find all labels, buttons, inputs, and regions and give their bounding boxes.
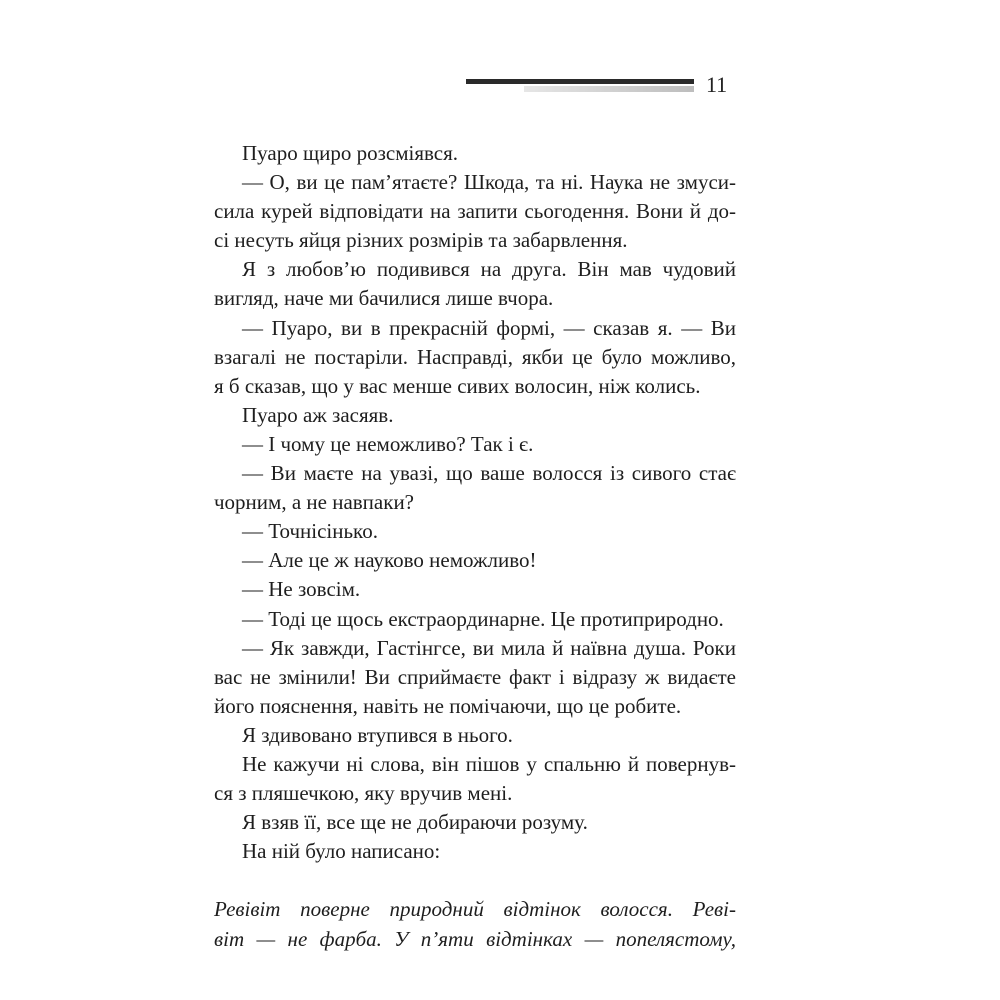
text-line: Я здивовано втупився в нього. — [242, 722, 513, 747]
page-number: 11 — [706, 72, 728, 97]
text-line: Не кажучи ні слова, він пішов у спальню й повернув- — [242, 751, 736, 776]
text-line: його пояснення, навіть не помічаючи, що це робите. — [214, 693, 682, 718]
header-rule-line — [466, 79, 694, 84]
italic-line: Ревівіт поверне природний відтінок волосся. Реві- — [214, 897, 736, 922]
text-line: сила курей відповідати на запити сьогодення. Вони й до- — [214, 199, 736, 224]
text-line: Я взяв її, все ще не добираючи розуму. — [242, 810, 588, 835]
text-line: — Тоді це щось екстраординарне. Це протиприродно. — [242, 606, 724, 631]
text-line: вас не змінили! Ви сприймаєте факт і відразу ж видаєте — [214, 664, 736, 689]
text-line: — Але це ж науково неможливо! — [242, 548, 537, 573]
text-line: — Ви маєте на увазі, що ваше волосся із сивого стає — [242, 461, 736, 486]
text-line: — Як завжди, Гастінгсе, ви мила й наївна душа. Роки — [242, 635, 736, 660]
text-line: — О, ви це пам’ятаєте? Шкода, та ні. Наука не змуси- — [242, 170, 736, 195]
text-line: чорним, а не навпаки? — [214, 490, 415, 515]
body-text — [214, 139, 736, 954]
text-line: На ній було написано: — [242, 839, 441, 864]
text-line: взагалі не постаріли. Насправді, якби це було можливо, — [214, 344, 736, 369]
text-line: Пуаро аж засяяв. — [242, 402, 394, 427]
text-line: — І чому це неможливо? Так і є. — [242, 431, 534, 456]
text-line: сі несуть яйця різних розмірів та забарвлення. — [214, 228, 628, 253]
header-rule-shadow — [524, 86, 694, 92]
text-line: — Пуаро, ви в прекрасній формі, — сказав я. — Ви — [242, 315, 736, 340]
text-line: — Точнісінько. — [242, 519, 378, 544]
italic-line: віт — не фарба. У п’яти відтінках — попелястому, — [214, 926, 736, 951]
text-line: я б сказав, що у вас менше сивих волосин, ніж колись. — [214, 373, 701, 398]
text-line: вигляд, наче ми бачилися лише вчора. — [214, 286, 554, 311]
text-line: ся з пляшечкою, яку вручив мені. — [214, 781, 513, 806]
text-line: — Не зовсім. — [242, 577, 361, 602]
header-rule — [466, 79, 694, 95]
text-line: Пуаро щиро розсміявся. — [242, 141, 459, 165]
paragraph-gap — [214, 866, 736, 895]
label-text-block — [214, 895, 736, 953]
text-line: Я з любов’ю подивився на друга. Він мав чудовий — [242, 257, 736, 282]
